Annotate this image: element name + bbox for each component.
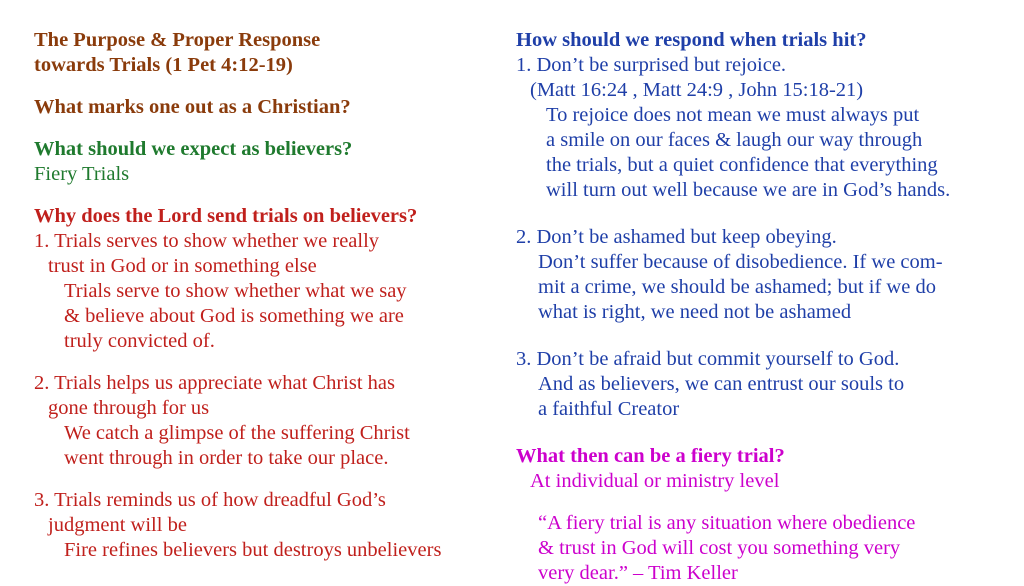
right-text-column [516,28,1016,586]
left_column-line: Why does the Lord send trials on believers? [34,205,418,227]
left_column-line: The Purpose & Proper Response [34,29,321,51]
right_column-line: a faithful Creator [538,398,680,420]
left_column-spacer [34,354,504,371]
left_column-line: What should we expect as believers? [34,138,353,160]
left_column-line: gone through for us [48,397,210,419]
right_column-line: 1. Don’t be surprised but rejoice. [516,54,787,76]
left_column-spacer [34,187,504,204]
right_column-line: How should we respond when trials hit? [516,29,867,51]
right_column-spacer [516,422,1016,444]
right_column-line: mit a crime, we should be ashamed; but if we do [538,276,936,298]
right_column-line: To rejoice does not mean we must always put [546,104,920,126]
left_column-line: truly convicted of. [64,330,215,352]
right_column-line: (Matt 16:24 , Matt 24:9 , John 15:18-21) [530,79,864,101]
left_column-spacer [34,120,504,137]
right_column-line: 2. Don’t be ashamed but keep obeying. [516,226,837,248]
right_column-line: What then can be a fiery trial? [516,445,785,467]
right_column-line: “A fiery trial is any situation where obedience [538,512,916,534]
right_column-spacer [516,203,1016,225]
left_column-spacer [34,78,504,95]
right_column-line: the trials, but a quiet confidence that everything [546,154,938,176]
right_column-line: Don’t suffer because of disobedience. If we com- [538,251,943,273]
left_column-line: Fiery Trials [34,163,130,185]
left_column-line: went through in order to take our place. [64,447,389,469]
right_column-line: will turn out well because we are in God’s hands. [546,179,951,201]
right_column-line: a smile on our faces & laugh our way through [546,129,923,151]
left_column-line: 2. Trials helps us appreciate what Christ has [34,372,395,394]
left_column-line: Fire refines believers but destroys unbelievers [64,539,442,561]
left_column-line: trust in God or in something else [48,255,317,277]
left_column-line: 3. Trials reminds us of how dreadful God’s [34,489,386,511]
left_column-line: 1. Trials serves to show whether we really [34,230,380,252]
right_column-line: & trust in God will cost you something very [538,537,901,559]
left-text-column [34,28,504,563]
right_column-spacer [516,325,1016,347]
left_column-line: We catch a glimpse of the suffering Christ [64,422,410,444]
left_column-line: What marks one out as a Christian? [34,96,351,118]
right_column-line: what is right, we need not be ashamed [538,301,852,323]
right_column-line: very dear.” – Tim Keller [538,562,738,584]
right_column-line: At individual or ministry level [530,470,780,492]
left_column-line: Trials serve to show whether what we say [64,280,407,302]
left_column-line: towards Trials (1 Pet 4:12-19) [34,54,293,76]
right_column-line: And as believers, we can entrust our souls to [538,373,905,395]
left_column-line: judgment will be [48,514,187,536]
right_column-spacer [516,494,1016,511]
left_column-spacer [34,471,504,488]
left_column-line: & believe about God is something we are [64,305,404,327]
right_column-line: 3. Don’t be afraid but commit yourself to God. [516,348,900,370]
